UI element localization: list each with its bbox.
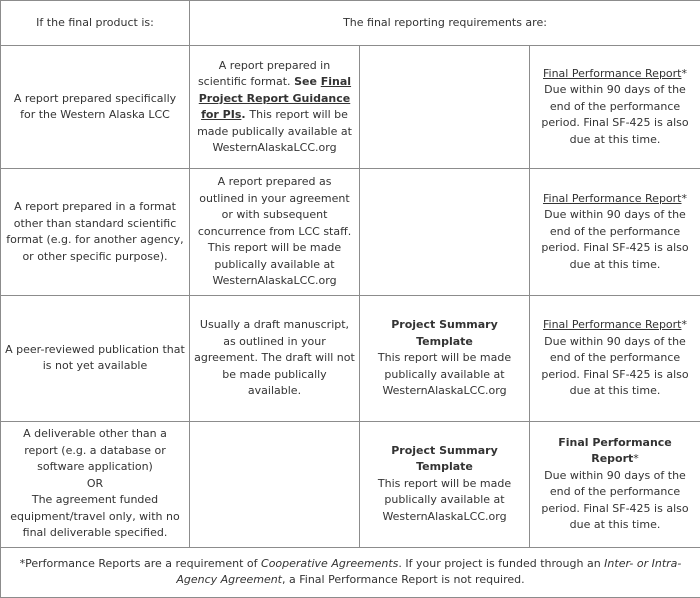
- product-cell: A report prepared specifically for the Western Alaska LCC: [1, 46, 190, 169]
- period: .: [241, 108, 246, 122]
- performance-report-cell: [530, 46, 700, 169]
- product-cell: A peer-reviewed publication that is not yet available: [1, 295, 190, 421]
- performance-report-body: Due within 90 days of the end of the performance period. Final SF-425 is also due at this time.: [541, 334, 689, 398]
- product-text: A deliverable other than a report (e.g. a database or software application): [23, 427, 167, 474]
- footnote-mark: *: [681, 191, 687, 205]
- product-or: OR: [86, 476, 104, 490]
- header-reporting-requirements: The final reporting requirements are:: [190, 1, 700, 46]
- empty-cell: [190, 421, 360, 547]
- table-row: [1, 421, 700, 547]
- performance-report-body: Due within 90 days of the end of the performance period. Final SF-425 is also due at this time.: [541, 83, 689, 146]
- footnote-text: , a Final Performance Report is not required.: [282, 573, 525, 587]
- footnote-text: *Performance Reports are a requirement of: [19, 556, 262, 570]
- empty-cell: [360, 46, 530, 169]
- performance-report-cell: [530, 421, 700, 547]
- footnote-mark: *: [681, 66, 687, 80]
- performance-report-title[interactable]: Final Performance Report: [542, 318, 682, 332]
- project-summary-cell: [360, 421, 530, 547]
- empty-cell: [360, 169, 530, 296]
- footnote-row: [1, 547, 700, 597]
- availability-text: This report will be made publically available at WesternAlaskaLCC.org: [197, 108, 352, 155]
- product-cell: A report prepared in a format other than standard scientific format (e.g. for another agency, or other specific purpose).: [1, 169, 190, 296]
- table-row: [1, 46, 700, 169]
- performance-report-title: Final Performance Report: [558, 435, 672, 466]
- performance-report-body: Due within 90 days of the end of the performance period. Final SF-425 is also due at this time.: [541, 208, 689, 271]
- footnote-mark: *: [633, 452, 639, 466]
- requirement-text: A report prepared in scientific format.: [197, 58, 331, 89]
- performance-report-title[interactable]: Final Performance Report: [542, 66, 682, 80]
- performance-report-body: Due within 90 days of the end of the performance period. Final SF-425 is also due at this time.: [541, 468, 689, 532]
- guidance-link[interactable]: Final Project Report Guidance for PIs: [198, 75, 352, 122]
- requirement-cell: [190, 46, 360, 169]
- performance-report-title[interactable]: Final Performance Report: [542, 191, 682, 205]
- product-cell: [1, 421, 190, 547]
- requirement-cell: A report prepared as outlined in your agreement or with subsequent concurrence from LCC staff. This report will be made publically available at WesternAlaskaLCC.org: [190, 169, 360, 296]
- see-text: See: [294, 75, 317, 89]
- requirement-cell: Usually a draft manuscript, as outlined in your agreement. The draft will not be made publically available.: [190, 295, 360, 421]
- footnote-italic: Cooperative Agreements: [261, 556, 399, 570]
- footnote: [1, 547, 700, 597]
- project-summary-body: This report will be made publically available at WesternAlaskaLCC.org: [377, 476, 512, 523]
- header-final-product: If the final product is:: [1, 1, 190, 46]
- table-header-row: [1, 1, 700, 46]
- project-summary-cell: [360, 295, 530, 421]
- footnote-text: . If your project is funded through an: [398, 556, 605, 570]
- project-summary-title: Project Summary Template: [391, 443, 498, 474]
- performance-report-cell: [530, 295, 700, 421]
- footnote-italic: Inter- or Intra-Agency Agreement: [176, 556, 682, 587]
- product-text-alt: The agreement funded equipment/travel only, with no final deliverable specified.: [10, 493, 180, 540]
- project-summary-body: This report will be made publically available at WesternAlaskaLCC.org: [377, 351, 512, 398]
- project-summary-title: Project Summary Template: [391, 318, 498, 348]
- table-row: [1, 169, 700, 296]
- table-row: [1, 295, 700, 421]
- footnote-mark: *: [681, 318, 687, 332]
- performance-report-cell: [530, 169, 700, 296]
